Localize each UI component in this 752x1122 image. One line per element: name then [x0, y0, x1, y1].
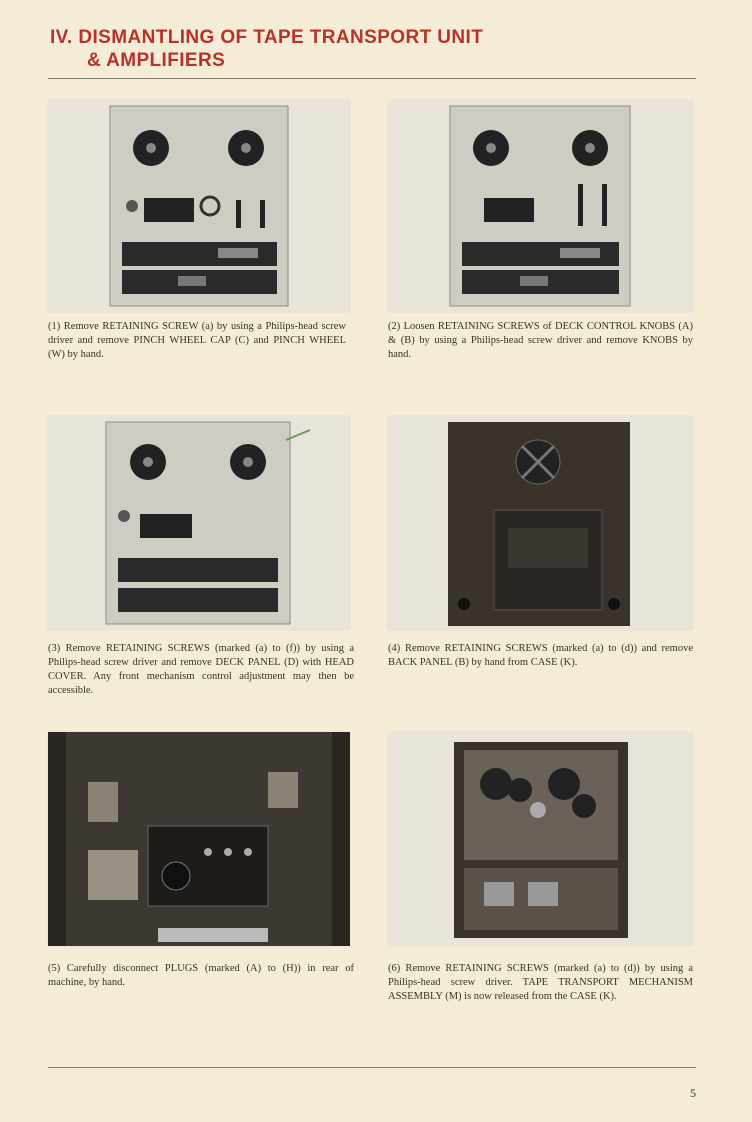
photo-step-6 — [388, 732, 693, 946]
photo-step-2 — [388, 100, 693, 312]
top-rule — [48, 78, 696, 79]
page-number: 5 — [690, 1086, 696, 1100]
caption-step-6: (6) Remove RETAINING SCREWS (marked (a) to (d)) by using a Philips-head screw driver. TAPE TRANSPORT MECHANISM ASSEMBLY (M) is now released from the CASE (K). — [388, 963, 693, 1002]
photo-step-1 — [48, 100, 350, 312]
bottom-rule — [48, 1067, 696, 1068]
photo-step-3 — [48, 416, 350, 630]
caption-step-2: (2) Loosen RETAINING SCREWS of DECK CONTROL KNOBS (A) & (B) by using a Philips-head screw driver and remove KNOBS by hand. — [388, 321, 693, 360]
section-heading — [50, 26, 483, 72]
caption-step-3: (3) Remove RETAINING SCREWS (marked (a) to (f)) by using a Philips-head screw driver and remove DECK PANEL (D) with HEAD COVER. Any front mechanism control adjustment may then be accessible. — [48, 643, 354, 696]
heading-line-2: & AMPLIFIERS — [87, 50, 226, 71]
photo-step-4 — [388, 416, 693, 630]
caption-step-5: (5) Carefully disconnect PLUGS (marked (A) to (H)) in rear of machine, by hand. — [48, 963, 354, 988]
caption-step-4: (4) Remove RETAINING SCREWS (marked (a) to (d)) and remove BACK PANEL (B) by hand from CASE (K). — [388, 643, 693, 668]
heading-line-1: IV. DISMANTLING OF TAPE TRANSPORT UNIT — [50, 27, 484, 48]
caption-step-1: (1) Remove RETAINING SCREW (a) by using a Philips-head screw driver and remove PINCH WHEEL CAP (C) and PINCH WHEEL (W) by hand. — [48, 321, 346, 360]
photo-step-5 — [48, 732, 350, 946]
